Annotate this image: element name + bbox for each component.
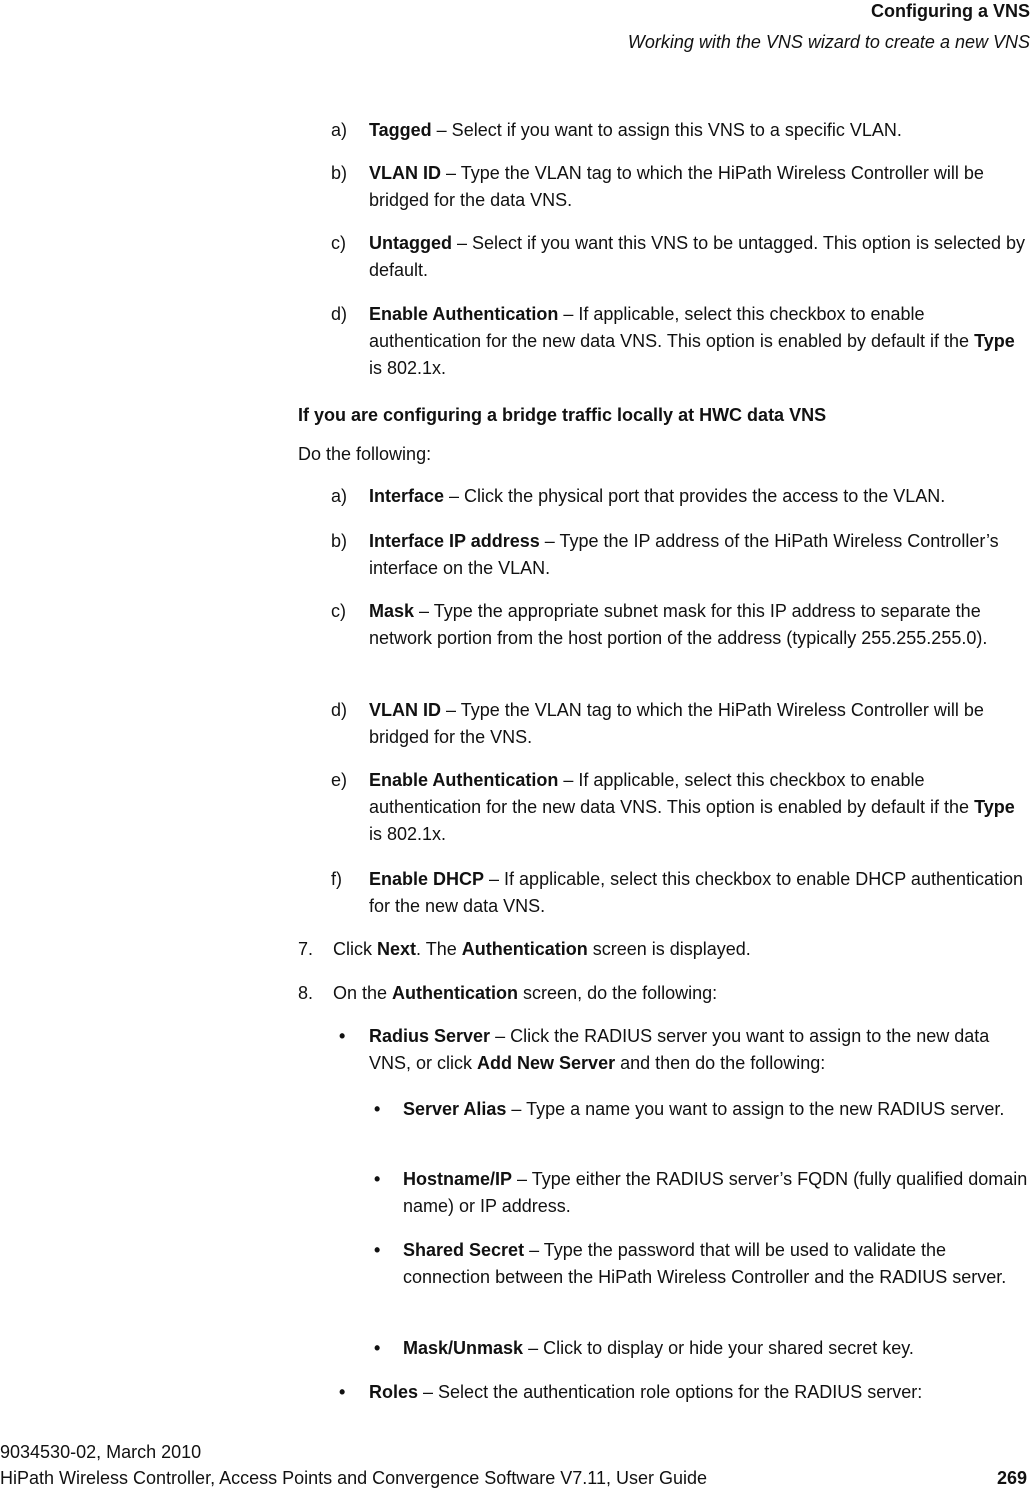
list-item: d) VLAN ID – Type the VLAN tag to which the HiPath Wireless Controller will be bridged for the VNS. — [331, 700, 984, 747]
footer-doc-id: 9034530-02, March 2010 — [0, 1442, 202, 1462]
bullet-item: • Radius Server – Click the RADIUS server you want to assign to the new data VNS, or click Add New Server and then do the following: — [339, 1026, 990, 1073]
list-item: b) Interface IP address – Type the IP address of the HiPath Wireless Controller’s interface on the VLAN. — [331, 531, 999, 578]
list-item: d) Enable Authentication – If applicable, select this checkbox to enable authentication for the new data VNS. This option is enabled by default if the Type is 802.1x. — [331, 304, 1015, 378]
list-item: b) VLAN ID – Type the VLAN tag to which the HiPath Wireless Controller will be bridged for the data VNS. — [331, 163, 984, 210]
sub-bullet-item: • Mask/Unmask – Click to display or hide your shared secret key. — [374, 1338, 914, 1358]
sub-bullet-item: • Hostname/IP – Type either the RADIUS server’s FQDN (fully qualified domain name) or IP address. — [374, 1169, 1028, 1216]
list-item: e) Enable Authentication – If applicable, select this checkbox to enable authentication for the new data VNS. This option is enabled by default if the Type is 802.1x. — [331, 770, 1015, 844]
step-8: 8. On the Authentication screen, do the following: — [298, 983, 718, 1003]
intro-text: Do the following: — [298, 444, 432, 464]
running-header-title: Configuring a VNS — [871, 1, 1030, 21]
list-item: a) Interface – Click the physical port that provides the access to the VLAN. — [331, 486, 946, 506]
list-item: c) Mask – Type the appropriate subnet mask for this IP address to separate the network portion from the host portion of the address (typically 255.255.255.0). — [331, 601, 988, 648]
page-number: 269 — [996, 1468, 1027, 1488]
section-heading: If you are configuring a bridge traffic locally at HWC data VNS — [298, 405, 827, 425]
running-header-subtitle: Working with the VNS wizard to create a new VNS — [627, 32, 1030, 52]
bullet-item: • Roles – Select the authentication role options for the RADIUS server: — [339, 1382, 923, 1402]
list-item: f) Enable DHCP – If applicable, select this checkbox to enable DHCP authentication for the new data VNS. — [331, 869, 1024, 916]
step-7: 7. Click Next. The Authentication screen is displayed. — [298, 939, 751, 959]
footer-guide-title: HiPath Wireless Controller, Access Points and Convergence Software V7.11, User Guide — [0, 1468, 708, 1488]
sub-bullet-item: • Shared Secret – Type the password that will be used to validate the connection between the HiPath Wireless Controller and the RADIUS server. — [374, 1240, 1007, 1287]
sub-bullet-item: • Server Alias – Type a name you want to assign to the new RADIUS server. — [374, 1099, 1005, 1119]
list-item: a) Tagged – Select if you want to assign this VNS to a specific VLAN. — [331, 120, 902, 140]
list-item: c) Untagged – Select if you want this VNS to be untagged. This option is selected by default. — [331, 233, 1026, 280]
